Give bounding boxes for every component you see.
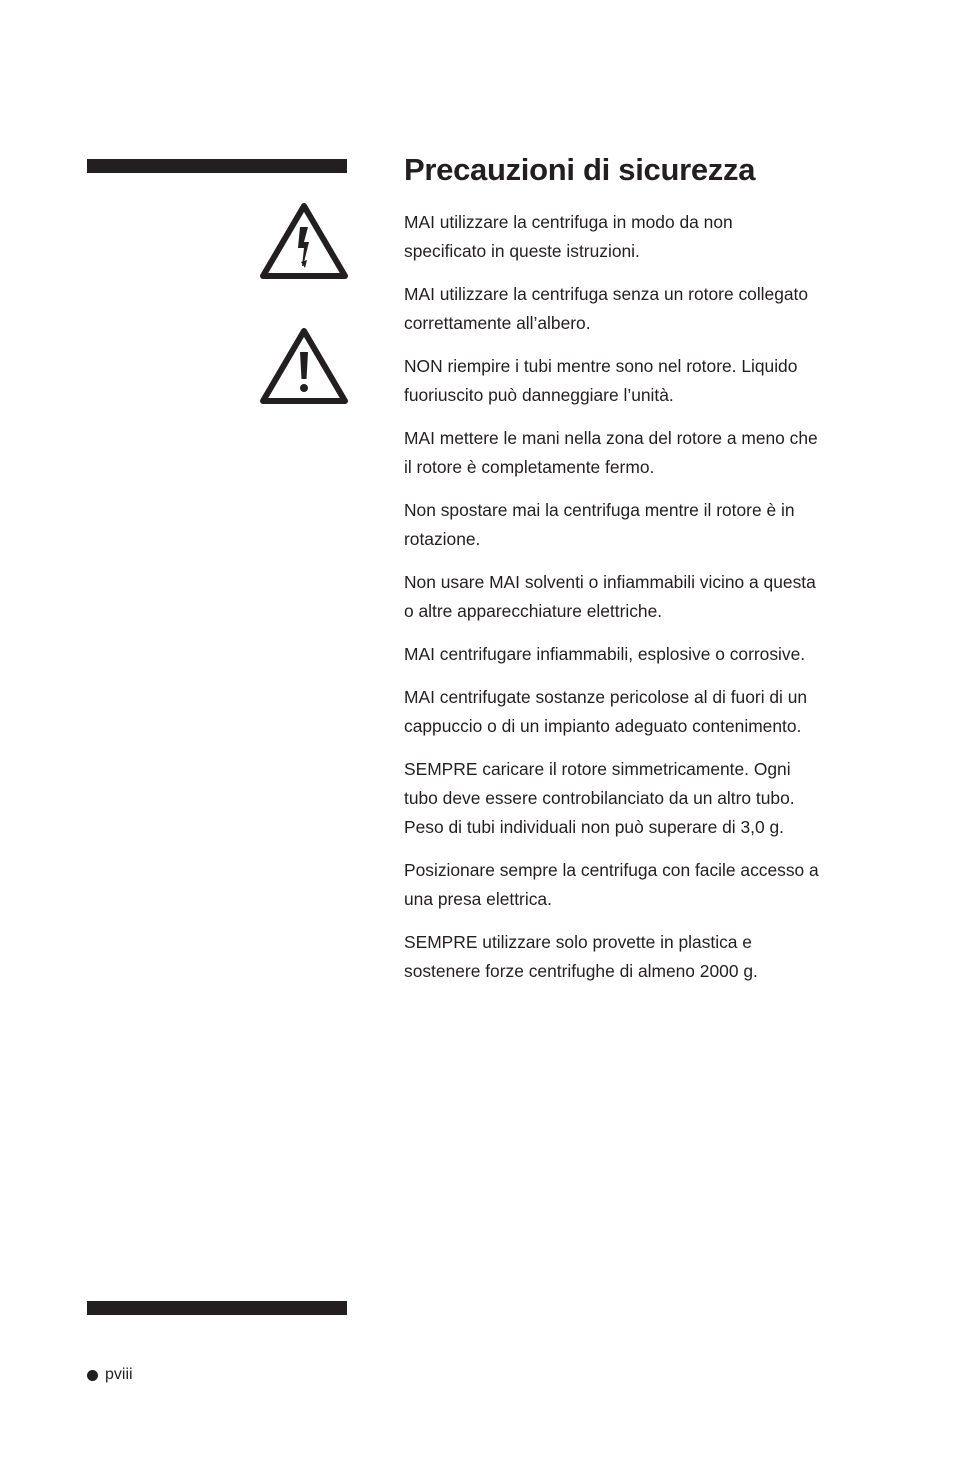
- bottom-rule: [87, 1301, 347, 1315]
- page-number: pviii: [105, 1366, 133, 1383]
- warning-icon: [260, 327, 348, 405]
- safety-precautions-list: [404, 208, 874, 1000]
- paragraph: Non usare MAI solventi o infiammabili vicino a questa o altre apparecchiature elettriche.: [404, 572, 816, 621]
- paragraph: NON riempire i tubi mentre sono nel rotore. Liquido fuoriuscito può danneggiare l’unità.: [404, 356, 798, 405]
- paragraph: SEMPRE utilizzare solo provette in plastica e sostenere forze centrifughe di almeno 2000 g.: [404, 932, 758, 981]
- paragraph: MAI utilizzare la centrifuga in modo da non specificato in queste istruzioni.: [404, 212, 733, 261]
- top-rule: [87, 159, 347, 173]
- paragraph: Non spostare mai la centrifuga mentre il rotore è in rotazione.: [404, 500, 795, 549]
- paragraph: SEMPRE caricare il rotore simmetricamente. Ogni tubo deve essere controbilanciato da un altro tubo. Peso di tubi individuali non può superare di 3,0 g.: [404, 759, 795, 837]
- bullet-icon: [87, 1370, 98, 1381]
- paragraph: MAI mettere le mani nella zona del rotore a meno che il rotore è completamente fermo.: [404, 428, 818, 477]
- paragraph: MAI centrifugate sostanze pericolose al di fuori di un cappuccio o di un impianto adeguato contenimento.: [404, 687, 808, 736]
- paragraph: MAI centrifugare infiammabili, esplosive o corrosive.: [404, 644, 806, 664]
- page-title: Precauzioni di sicurezza: [404, 152, 756, 187]
- paragraph: MAI utilizzare la centrifuga senza un rotore collegato correttamente all’albero.: [404, 284, 809, 333]
- paragraph: Posizionare sempre la centrifuga con facile accesso a una presa elettrica.: [404, 860, 819, 909]
- page-footer: [87, 1366, 133, 1384]
- electrical-hazard-icon: [260, 202, 348, 280]
